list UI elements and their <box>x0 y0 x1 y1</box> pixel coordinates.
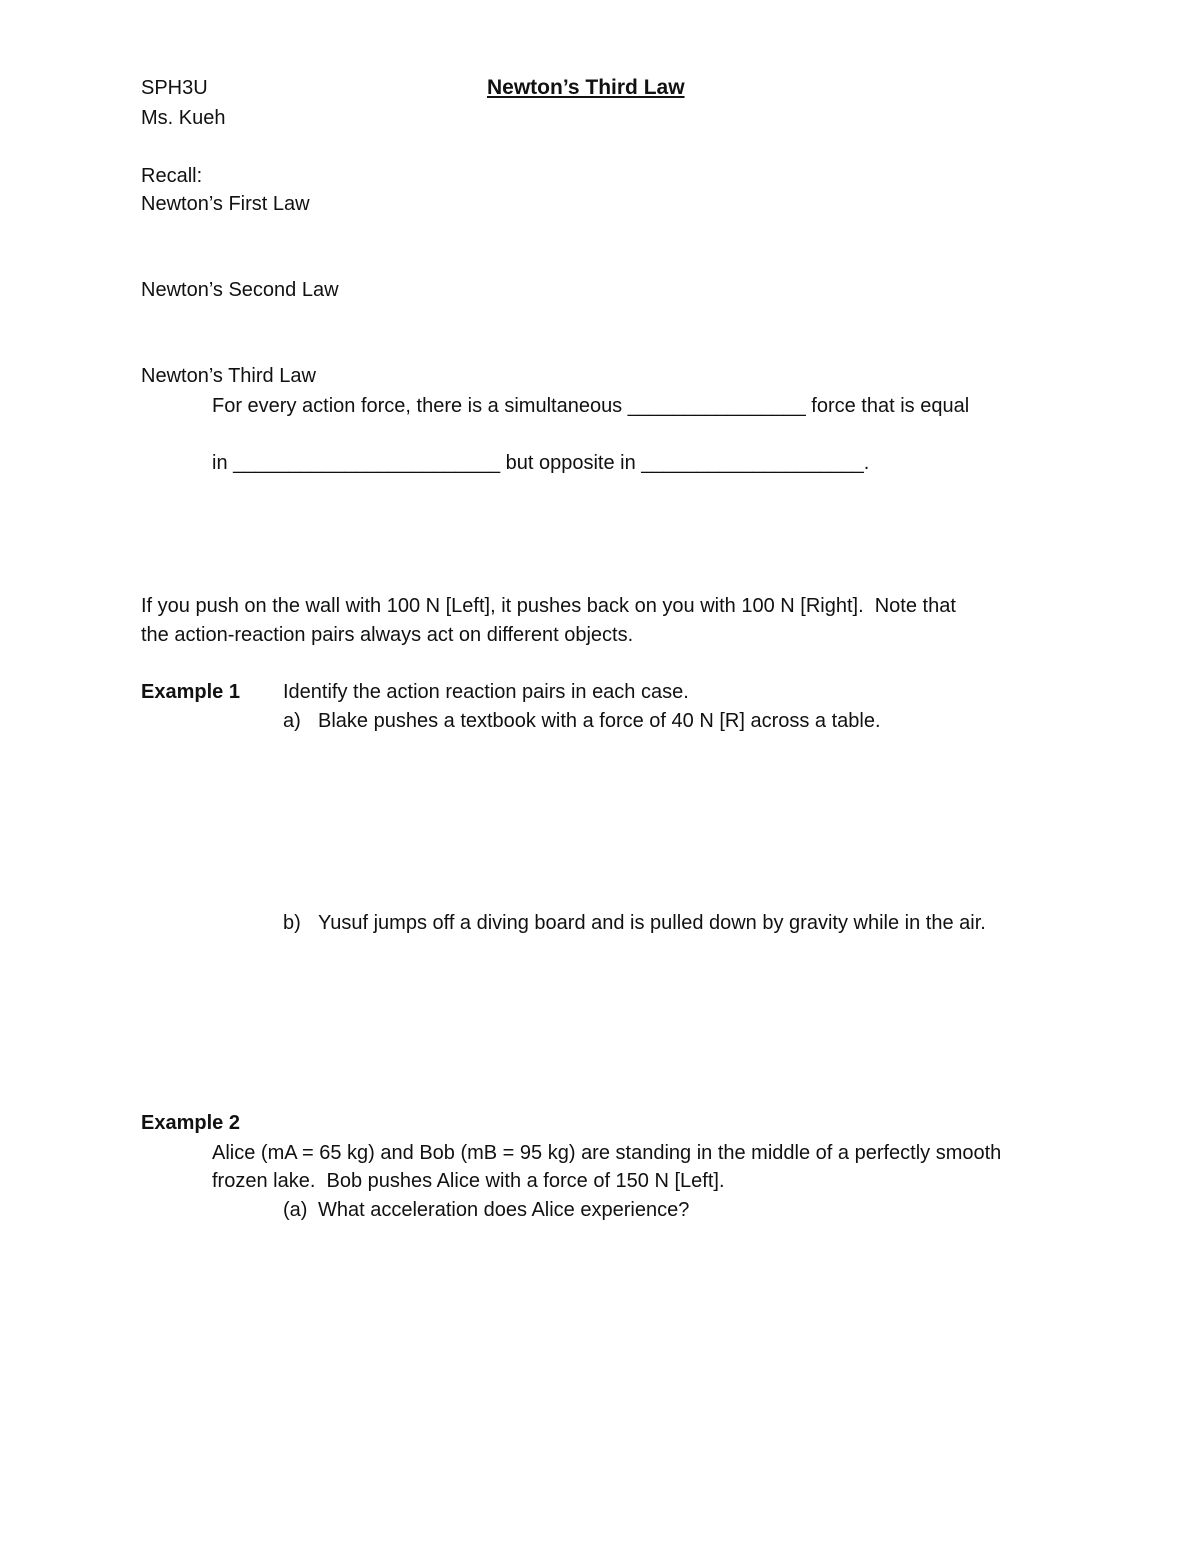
course-code: SPH3U <box>141 77 208 99</box>
note-line-1: If you push on the wall with 100 N [Left], it pushes back on you with 100 N [Right]. Note that <box>141 595 956 617</box>
first-law-label: Newton’s First Law <box>141 193 310 215</box>
example-1-part-a: Blake pushes a textbook with a force of 40 N [R] across a table. <box>318 710 881 732</box>
second-law-label: Newton’s Second Law <box>141 279 339 301</box>
teacher-name: Ms. Kueh <box>141 107 226 129</box>
recall-heading: Recall: <box>141 165 203 187</box>
example-2-line-1: Alice (mA = 65 kg) and Bob (mB = 95 kg) are standing in the middle of a perfectly smooth <box>212 1142 1002 1164</box>
example-1-label: Example 1 <box>141 681 240 703</box>
example-1-part-b-marker: b) <box>283 912 301 934</box>
third-law-statement-line-1: For every action force, there is a simultaneous ________________ force that is equal <box>212 395 970 417</box>
example-1-part-a-marker: a) <box>283 710 301 732</box>
example-2-label: Example 2 <box>141 1112 240 1134</box>
third-law-label: Newton’s Third Law <box>141 365 316 387</box>
page-title: Newton’s Third Law <box>487 76 685 99</box>
example-1-instruction: Identify the action reaction pairs in each case. <box>283 681 689 703</box>
example-1-part-b: Yusuf jumps off a diving board and is pulled down by gravity while in the air. <box>318 912 986 934</box>
example-2-line-2: frozen lake. Bob pushes Alice with a force of 150 N [Left]. <box>212 1170 725 1192</box>
example-2-part-a: What acceleration does Alice experience? <box>318 1199 690 1221</box>
example-2-part-a-marker: (a) <box>283 1199 308 1221</box>
note-line-2: the action-reaction pairs always act on different objects. <box>141 624 634 646</box>
third-law-statement-line-2: in ________________________ but opposite in ____________________. <box>212 452 870 474</box>
